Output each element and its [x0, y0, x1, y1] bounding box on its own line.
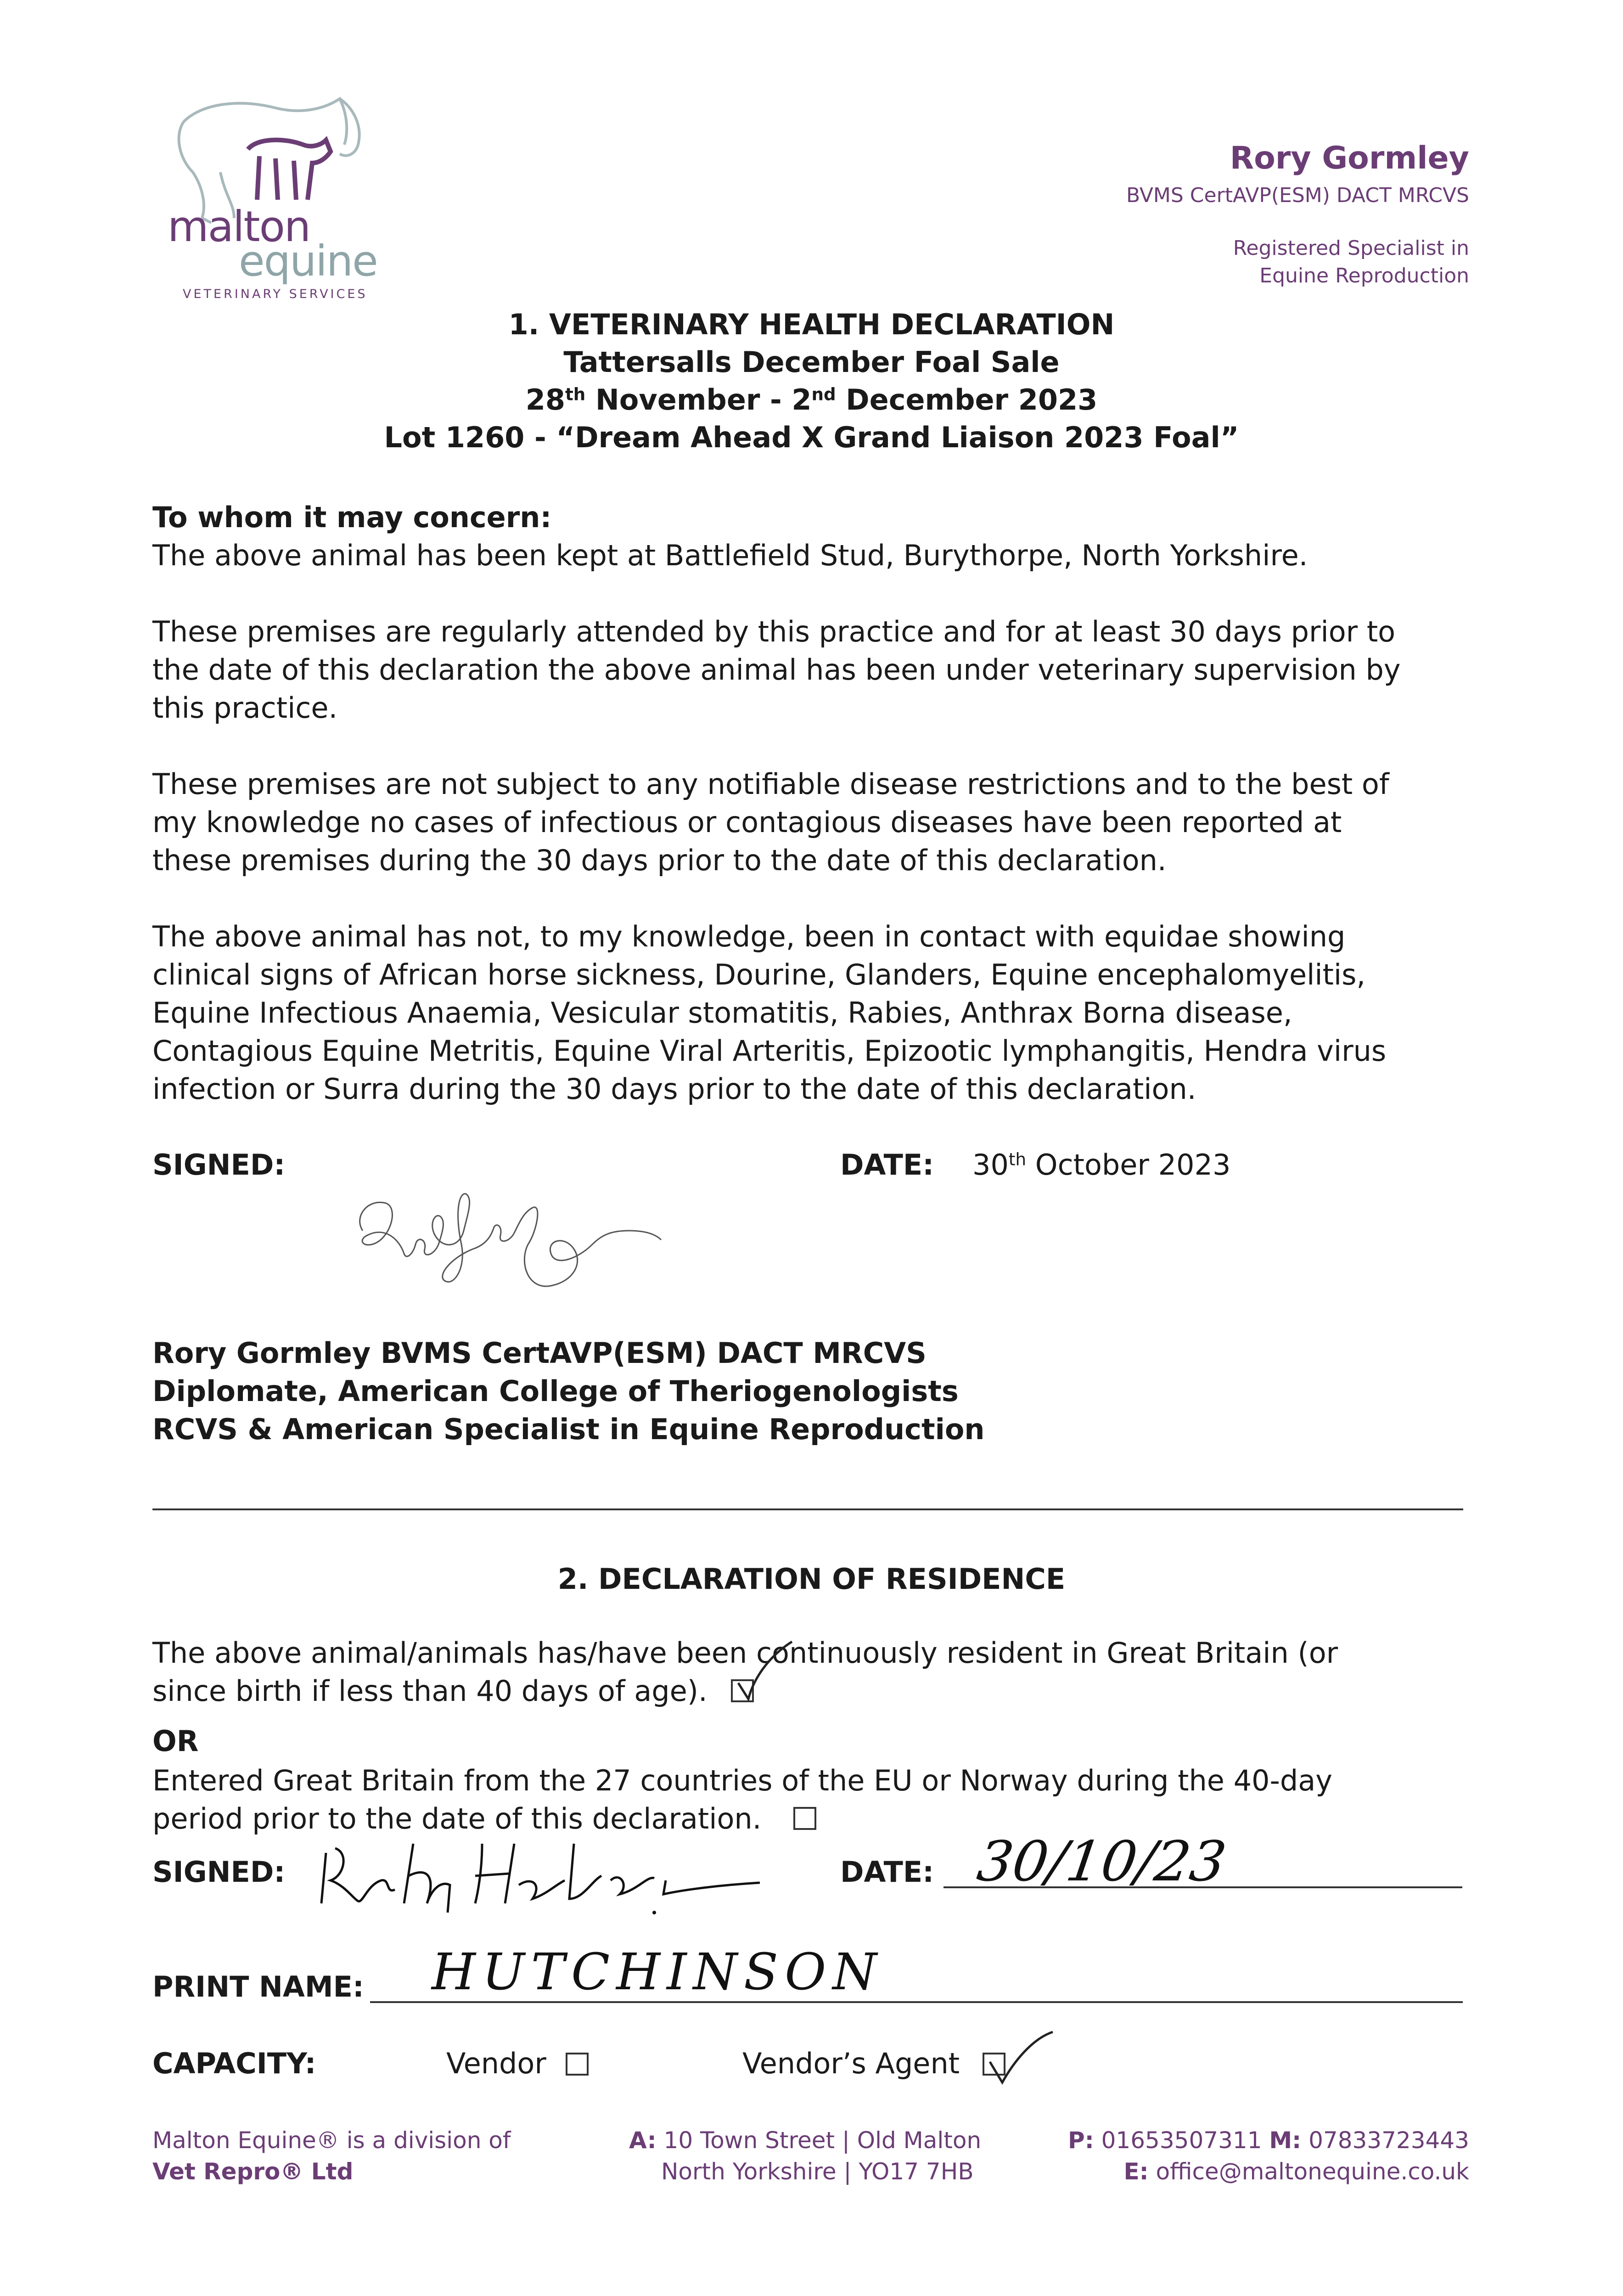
- signature-vet: [335, 1176, 684, 1295]
- section-divider: [152, 1508, 1463, 1510]
- paragraph-1: The above animal has been kept at Battlefield Stud, Burythorpe, North Yorkshire.: [152, 539, 1308, 572]
- header-quals: BVMS CertAVP(ESM) DACT MRCVS: [1126, 184, 1469, 207]
- sale-dates: 28th November - 2nd December 2023: [525, 383, 1098, 416]
- footer-address-line2: North Yorkshire | YO17 7HB: [661, 2158, 974, 2185]
- vet-signatory-block: Rory Gormley BVMS CertAVP(ESM) DACT MRCVS Diplomate, American College of Theriogenologists RCVS & American Specialist in Equine Reproduction: [152, 1336, 985, 1446]
- section1-title: 1. VETERINARY HEALTH DECLARATION: [508, 308, 1115, 341]
- footer-email: E: office@maltonequine.co.uk: [1123, 2158, 1469, 2185]
- or-label: OR: [152, 1724, 199, 1758]
- residence-option-1: The above animal/animals has/have been continuously resident in Great Britain (or since birth if less than 40 days of age).: [152, 1636, 1338, 1708]
- vendor-agent-label: Vendor’s Agent: [742, 2047, 960, 2080]
- signed-label-2: SIGNED:: [152, 1855, 286, 1889]
- header-specialist-line2: Equine Reproduction: [1259, 264, 1469, 287]
- header-specialist-line1: Registered Specialist in: [1233, 236, 1469, 260]
- sale-name: Tattersalls December Foal Sale: [563, 345, 1060, 379]
- logo-word-equine: equine: [239, 236, 377, 286]
- footer-address-line1: A: 10 Town Street | Old Malton: [629, 2127, 982, 2154]
- section2-title: 2. DECLARATION OF RESIDENCE: [557, 1562, 1066, 1596]
- print-name-label: PRINT NAME:: [152, 1970, 364, 2003]
- checkmark-icon: [735, 1639, 794, 1704]
- residence-option-2-checkbox[interactable]: [793, 1807, 816, 1830]
- signed-label-1: SIGNED:: [152, 1148, 286, 1182]
- vendor-checkbox[interactable]: [566, 2053, 589, 2076]
- print-name-handwritten: HUTCHINSON: [432, 1942, 883, 2001]
- logo-word-malton: malton: [168, 202, 310, 251]
- residence-option-2: Entered Great Britain from the 27 countries of the EU or Norway during the 40-day period prior to the date of this declaration.: [152, 1764, 1332, 1835]
- signature-vendor: [317, 1835, 767, 1917]
- footer-division-text: Malton Equine® is a division of: [152, 2127, 511, 2154]
- date-value-1: 30th October 2023: [972, 1148, 1231, 1182]
- paragraph-2: These premises are regularly attended by this practice and for at least 30 days prior to the date of this declaration the above animal has been under veterinary supervision by this practice.: [152, 615, 1401, 725]
- header-name: Rory Gormley: [1230, 140, 1469, 176]
- footer-company: Vet Repro® Ltd: [152, 2158, 354, 2185]
- date-label-2: DATE:: [840, 1855, 934, 1889]
- logo-subtitle: VETERINARY SERVICES: [183, 287, 368, 301]
- paragraph-3: These premises are not subject to any notifiable disease restrictions and to the best of my knowledge no cases of infectious or contagious diseases have been reported at these premises during the 30 days prior to the date of this declaration.: [152, 767, 1389, 877]
- date-label-1: DATE:: [840, 1148, 934, 1182]
- lot-title: Lot 1260 - “Dream Ahead X Grand Liaison 2023 Foal”: [384, 421, 1239, 454]
- footer-phone: P: 01653507311 M: 07833723443: [1068, 2127, 1469, 2154]
- capacity-label: CAPACITY:: [152, 2047, 316, 2080]
- email-link[interactable]: office@maltonequine.co.uk: [1156, 2158, 1469, 2185]
- salutation: To whom it may concern:: [152, 501, 552, 534]
- print-name-line: [370, 2001, 1463, 2003]
- checkmark-icon: [986, 2030, 1055, 2089]
- vendor-label: Vendor: [446, 2047, 546, 2080]
- date-handwritten: 30/10/23: [973, 1830, 1230, 1894]
- paragraph-4: The above animal has not, to my knowledge, been in contact with equidae showing clinical signs of African horse sickness, Dourine, Glanders, Equine encephalomyelitis, Equine Infectious Anaemia, Vesicular stomatitis, Rabies, Anthrax Borna disease, Contagious Equine Metritis, Equine Viral Arteritis, Epizootic lymphangitis, Hendra virus infection or Surra during the 30 days prior to the date of this declaration.: [152, 920, 1387, 1106]
